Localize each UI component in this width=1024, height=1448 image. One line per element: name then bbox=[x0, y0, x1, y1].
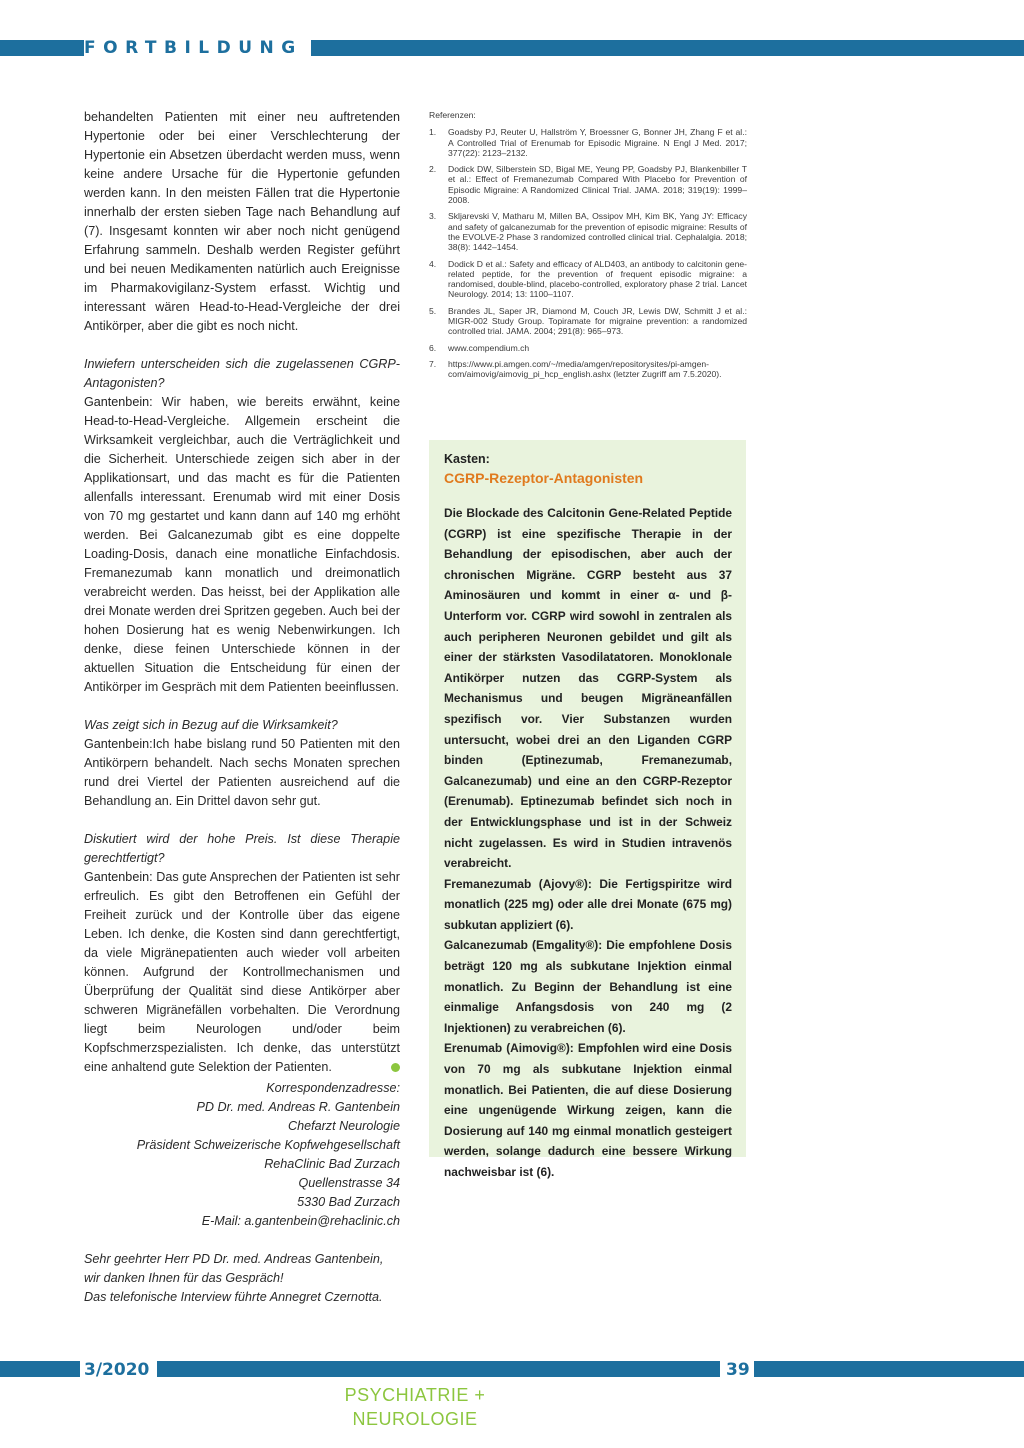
journal-name: PSYCHIATRIE + NEUROLOGIE bbox=[344, 1385, 486, 1429]
page-number: 39 bbox=[720, 1356, 754, 1384]
address-line: Chefarzt Neurologie bbox=[287, 1119, 400, 1133]
question: Was zeigt sich in Bezug auf die Wirksamkeit? bbox=[84, 718, 338, 732]
speaker-label: Gantenbein: bbox=[84, 737, 153, 751]
interviewer-note: Das telefonische Interview führte Annegret Czernotta. bbox=[84, 1290, 383, 1304]
address-line: PD Dr. med. Andreas R. Gantenbein bbox=[196, 1100, 400, 1114]
drug-entry: Erenumab (Aimovig®): Empfohlen wird eine Dosis von 70 mg als subkutane Injektion einmal monatlich. Bei Patienten, die auf diese Dosierung eine ungenügende Wirkung zeigen, kann die Dosierung auf 140 mg einmal monatlich gesteigert werden, solange dadurch eine bessere Wirkung nachweisbar ist (6). bbox=[444, 1041, 733, 1179]
address-line: Quellenstrasse 34 bbox=[298, 1176, 400, 1190]
question: Inwiefern unterscheiden sich die zugelassenen CGRP-Antagonisten? bbox=[84, 357, 400, 390]
reference-item: 3. Skljarevski V, Matharu M, Millen BA, Ossipov MH, Kim BK, Yang JY: Efficacy and safety of galcanezumab for the prevention of episodic migraine: Results of the EVOLVE-2 Phase 3 randomized controlled clinical trial. Cephalalgia. 2018; 38(8): 1442–1454. bbox=[429, 211, 747, 253]
answer bbox=[84, 393, 400, 697]
address-line: E-Mail: a.gantenbein@rehaclinic.ch bbox=[201, 1214, 400, 1228]
correspondence-address bbox=[84, 1079, 400, 1231]
answer-text: Ich habe bislang rund 50 Patienten mit den Antikörpern behandelt. Nach sechs Monaten sprechen rund drei Viertel der Patienten ausreichend auf die Behandlung an. Ein Drittel davon sehr gut. bbox=[84, 737, 400, 808]
drug-entry: Galcanezumab (Emgality®): Die empfohlene Dosis beträgt 120 mg als subkutane Injektion einmal monatlich. Zu Beginn der Behandlung ist eine einmalige Anfangsdosis von 240 mg (2 Injektionen) zu verabreichen (6). bbox=[444, 938, 732, 1035]
box-body bbox=[444, 503, 732, 1183]
address-line: RehaClinic Bad Zurzach bbox=[264, 1157, 400, 1171]
answer bbox=[84, 735, 400, 811]
interview-column bbox=[84, 108, 400, 1307]
speaker-label: Gantenbein: bbox=[84, 395, 153, 409]
reference-item: 6. www.compendium.ch bbox=[429, 342, 530, 353]
address-line: 5330 Bad Zurzach bbox=[297, 1195, 400, 1209]
references-heading: Referenzen: bbox=[429, 110, 476, 120]
info-box bbox=[429, 440, 746, 1179]
drug-entry: Fremanezumab (Ajovy®): Die Fertigspiritze wird monatlich (225 mg) oder alle drei Monate (675 mg) subkutan appliziert (6). bbox=[444, 876, 732, 932]
reference-item: 2. Dodick DW, Silberstein SD, Bigal ME, Yeung PP, Goadsby PJ, Blankenbiller T et al.: Effect of Fremanezumab Compared With Placebo for Prevention of Episodic Migraine: A Randomized Clinical Trial. JAMA. 2018; 319(19): 1999–2008. bbox=[429, 164, 747, 206]
address-line: Präsident Schweizerische Kopfwehgesellschaft bbox=[136, 1138, 400, 1152]
reference-item: 1. Goadsby PJ, Reuter U, Hallström Y, Broessner G, Bonner JH, Zhang F et al.: A Controlled Trial of Erenumab for Episodic Migraine. N Engl J Med. 2017; 377(22): 2123–2132. bbox=[429, 127, 747, 158]
speaker-label: Gantenbein: bbox=[84, 870, 153, 884]
box-title: CGRP-Rezeptor-Antagonisten bbox=[444, 470, 644, 486]
question: Diskutiert wird der hohe Preis. Ist diese Therapie gerechtfertigt? bbox=[84, 832, 400, 865]
answer-text: Wir haben, wie bereits erwähnt, keine Head-to-Head-Vergleiche. Allgemein erscheint die Wirksamkeit vergleichbar, auch die Verträglichkeit und die Sicherheit. Unterschiede zeigen sich aber in der Applikationsart, und das macht es für die Patienten allenfalls interessant. Erenumab wird mit einer Dosis von 70 mg gestartet und kann dann auf 140 mg erhöht werden. Bei Galcanezumab gibt es eine doppelte Loading-Dosis, danach eine monatliche Einfachdosis. Fremanezumab kann monatlich und dreimonatlich verabreicht werden. Das heisst, bei der Applikation alle drei Monate werden drei Spritzen gegeben. Auch bei der hohen Dosierung hat es wenig Nebenwirkungen. Ich denke, diese feinen Unterschiede können in der aktuellen Situation die Entscheidung für einen der Antikörper im Gespräch mit dem Patienten beeinflussen. bbox=[84, 395, 401, 694]
thanks-note: Sehr geehrter Herr PD Dr. med. Andreas Gantenbein, wir danken Ihnen für das Gespräch! bbox=[84, 1252, 384, 1285]
section-title: FORTBILDUNG bbox=[84, 34, 311, 62]
answer bbox=[84, 868, 400, 1077]
reference-item: 4. Dodick D et al.: Safety and efficacy of ALD403, an antibody to calcitonin gene-related peptide, for the prevention of frequent episodic migraine: a randomised, double-blind, placebo-controlled, exploratory phase 2 trial. Lancet Neurology. 2014; 13: 1100–1107. bbox=[429, 258, 747, 300]
issue-number: 3/2020 bbox=[80, 1356, 157, 1384]
box-label: Kasten: bbox=[444, 452, 490, 466]
reference-item: 5. Brandes JL, Saper JR, Diamond M, Couch JR, Lewis DW, Schmitt J et al.: MIGR-002 Study Group. Topiramate for migraine prevention: a randomized controlled trial. JAMA. 2004; 291(8): 965–973. bbox=[429, 305, 747, 337]
references bbox=[429, 110, 747, 386]
end-mark-icon bbox=[391, 1063, 400, 1072]
reference-item: 7. https://www.pi.amgen.com/~/media/amgen/repositorysites/pi-amgen-com/aimovig/aimovig_pi_hcp_english.ashx (letzter Zugriff am 7.5.2020). bbox=[429, 358, 722, 380]
answer-text: Das gute Ansprechen der Patienten ist sehr erfreulich. Es gibt den Betroffenen ein Gefühl der Freiheit zurück und der Kontrolle über das eigene Leben. Ich denke, die Kosten sind dann gerechtfertigt, da viele Migränepatienten auch wieder voll arbeiten können. Aufgrund der Kontrollmechanismen und Überprüfung der Qualität sind diese Antikörper aber schweren Migränefällen vorbehalten. Die Verordnung liegt beim Neurologen und/oder beim Kopfschmerzspezialisten. Ich denke, das unterstützt eine anhaltend gute Selektion der Patienten. bbox=[84, 870, 400, 1074]
paragraph: behandelten Patienten mit einer neu auftretenden Hypertonie oder bei einer Verschlechterung der Hypertonie ein Absetzen überdacht werden muss, wenn keine andere Ursache für die Hypertonie gefunden werden kann. In den meisten Fällen trat die Hypertonie innerhalb der ersten sieben Tage nach Behandlung auf (7). Insgesamt konnten wir aber noch nicht genügend Erfahrung sammeln. Deshalb werden Register geführt und bei neuen Medikamenten natürlich auch Ereignisse im Pharmakovigilanz-System erfasst. Wichtig und interessant wären Head-to-Head-Vergleiche der drei Antikörper, aber die gibt es noch nicht. bbox=[84, 110, 400, 333]
box-intro: Die Blockade des Calcitonin Gene-Related Peptide (CGRP) ist eine spezifische Therapie in der Behandlung der episodischen, aber auch der chronischen Migräne. CGRP besteht aus 37 Aminosäuren und kommt in einer α- und β-Unterform vor. CGRP wird sowohl in zentralen als auch peripheren Neuronen gebildet und gilt als einer der stärksten Vasodilatatoren. Monoklonale Antikörper nutzen das CGRP-System als Mechanismus und beugen Migräneanfällen spezifisch vor. Vier Substanzen wurden untersucht, wobei drei an den Liganden CGRP binden (Eptinezumab, Fremanezumab, Galcanezumab) und eine an den CGRP-Rezeptor (Erenumab). Eptinezumab befindet sich noch in der Entwicklungsphase und ist in der Schweiz nicht zugelassen. Es wird in Studien intravenös verabreicht. bbox=[444, 506, 732, 871]
address-line: Korrespondenzadresse: bbox=[266, 1081, 400, 1095]
